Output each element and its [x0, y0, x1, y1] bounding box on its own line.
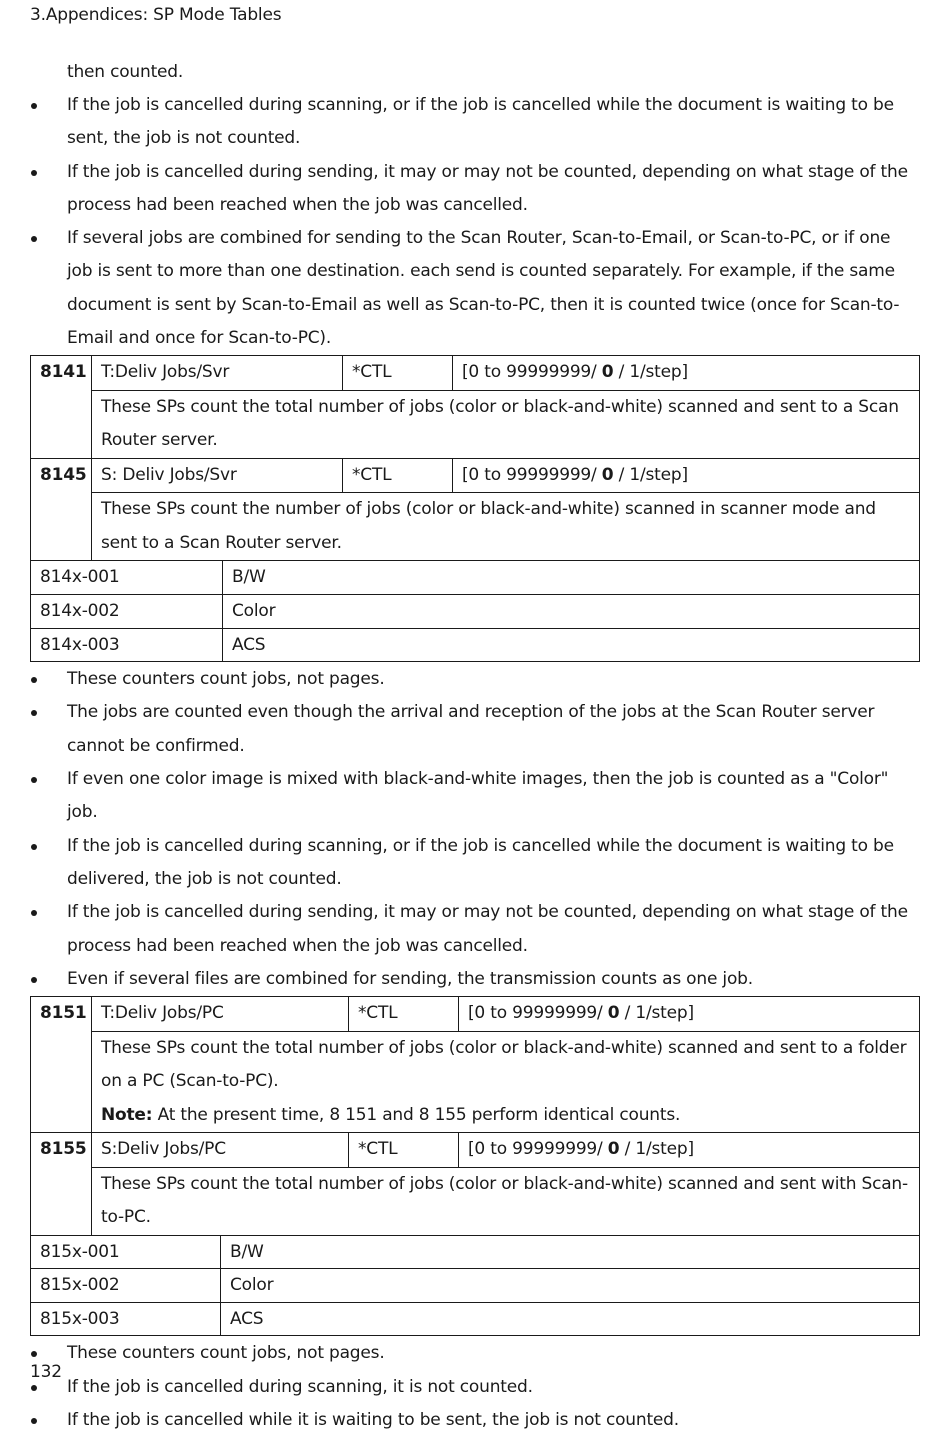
sp-range: [0 to 99999999/ 0 / 1/step] [453, 458, 920, 493]
sp-name: S: Deliv Jobs/Svr [92, 458, 343, 493]
sub-label: Color [221, 1269, 920, 1303]
sp-description: These SPs count the total number of jobs (color or black-and-white) scanned and sent to a folder on a PC (Scan-to-PC). Note: At the present time, 8 151 and 8 155 perform identical counts. [92, 1031, 920, 1133]
sub-label: B/W [223, 561, 920, 595]
sp-type: *CTL [343, 458, 453, 493]
page-content [30, 56, 920, 1437]
list-item: These counters count jobs, not pages. [30, 663, 920, 696]
list-item: These counters count jobs, not pages. [30, 1337, 920, 1370]
sp-name: S:Deliv Jobs/PC [92, 1133, 349, 1168]
bullet-icon [31, 103, 37, 109]
sub-code: 815x-003 [31, 1302, 221, 1336]
sp-type: *CTL [349, 997, 459, 1032]
table-row [31, 1235, 920, 1269]
bullet-icon [31, 910, 37, 916]
list-item: If the job is cancelled during scanning, or if the job is cancelled while the document is waiting to be sent, the job is not counted. [30, 89, 920, 156]
bullet-icon [31, 170, 37, 176]
list-item: If the job is cancelled while it is waiting to be sent, the job is not counted. [30, 1404, 920, 1437]
sp-range: [0 to 99999999/ 0 / 1/step] [453, 356, 920, 391]
sp-table-8151-8155 [30, 996, 920, 1236]
table-row [31, 628, 920, 662]
sub-label: B/W [221, 1235, 920, 1269]
table-row [31, 390, 920, 458]
sp-number: 8155 [31, 1133, 92, 1236]
table-row [31, 561, 920, 595]
bullet-icon [31, 1385, 37, 1391]
sp-type: *CTL [343, 356, 453, 391]
sub-code: 815x-001 [31, 1235, 221, 1269]
bullet-icon [31, 1351, 37, 1357]
end-bullet-list [30, 1337, 920, 1437]
page-number: 132 [30, 1362, 62, 1382]
table-row [31, 1302, 920, 1336]
sub-code: 814x-001 [31, 561, 223, 595]
bullet-icon [31, 236, 37, 242]
sub-label: Color [223, 594, 920, 628]
sp-type: *CTL [349, 1133, 459, 1168]
continuation-text: then counted. [67, 62, 184, 82]
table-row [31, 594, 920, 628]
list-item: If the job is cancelled during scanning, it is not counted. [30, 1371, 920, 1404]
sp-range: [0 to 99999999/ 0 / 1/step] [459, 1133, 920, 1168]
table-row [31, 997, 920, 1032]
list-item: Even if several files are combined for sending, the transmission counts as one job. [30, 963, 920, 996]
bullet-icon [31, 777, 37, 783]
bullet-icon [31, 710, 37, 716]
table-row [31, 458, 920, 493]
intro-bullet-list [30, 89, 920, 355]
sp-number: 8141 [31, 356, 92, 459]
bullet-icon [31, 677, 37, 683]
table-row [31, 356, 920, 391]
sp-description: These SPs count the total number of jobs (color or black-and-white) scanned and sent with Scan-to-PC. [92, 1167, 920, 1235]
list-item: If the job is cancelled during sending, it may or may not be counted, depending on what stage of the process had been reached when the job was cancelled. [30, 156, 920, 223]
list-item: If several jobs are combined for sending to the Scan Router, Scan-to-Email, or Scan-to-PC, or if one job is sent to more than one destination. each send is counted separately. For example, if the same document is sent by Scan-to-Email as well as Scan-to-PC, then it is counted twice (once for Scan-to-Email and once for Scan-to-PC). [30, 222, 920, 355]
sub-code: 814x-003 [31, 628, 223, 662]
sub-label: ACS [223, 628, 920, 662]
table-row [31, 493, 920, 561]
sp-description: These SPs count the total number of jobs (color or black-and-white) scanned and sent to a Scan Router server. [92, 390, 920, 458]
sp-description: These SPs count the number of jobs (color or black-and-white) scanned in scanner mode and sent to a Scan Router server. [92, 493, 920, 561]
sp-number: 8145 [31, 458, 92, 561]
list-item: The jobs are counted even though the arrival and reception of the jobs at the Scan Router server cannot be confirmed. [30, 696, 920, 763]
table-row [31, 1133, 920, 1168]
middle-bullet-list [30, 663, 920, 996]
sp-number: 8151 [31, 997, 92, 1133]
sp-note: Note: At the present time, 8 151 and 8 155 perform identical counts. [101, 1104, 681, 1125]
table-row [31, 1269, 920, 1303]
sub-item-table-814x [30, 560, 920, 662]
table-row [31, 1167, 920, 1235]
sp-table-8141-8145 [30, 355, 920, 561]
sp-name: T:Deliv Jobs/PC [92, 997, 349, 1032]
sp-range: [0 to 99999999/ 0 / 1/step] [459, 997, 920, 1032]
bullet-icon [31, 844, 37, 850]
bullet-icon [31, 977, 37, 983]
sub-code: 814x-002 [31, 594, 223, 628]
bullet-icon [31, 1418, 37, 1424]
list-item: If the job is cancelled during sending, it may or may not be counted, depending on what stage of the process had been reached when the job was cancelled. [30, 896, 920, 963]
sub-label: ACS [221, 1302, 920, 1336]
list-item: If even one color image is mixed with black-and-white images, then the job is counted as a "Color" job. [30, 763, 920, 830]
sub-code: 815x-002 [31, 1269, 221, 1303]
list-item: If the job is cancelled during scanning, or if the job is cancelled while the document is waiting to be delivered, the job is not counted. [30, 830, 920, 897]
sp-name: T:Deliv Jobs/Svr [92, 356, 343, 391]
page-header: 3.Appendices: SP Mode Tables [30, 5, 282, 25]
sub-item-table-815x [30, 1235, 920, 1337]
table-row [31, 1031, 920, 1133]
